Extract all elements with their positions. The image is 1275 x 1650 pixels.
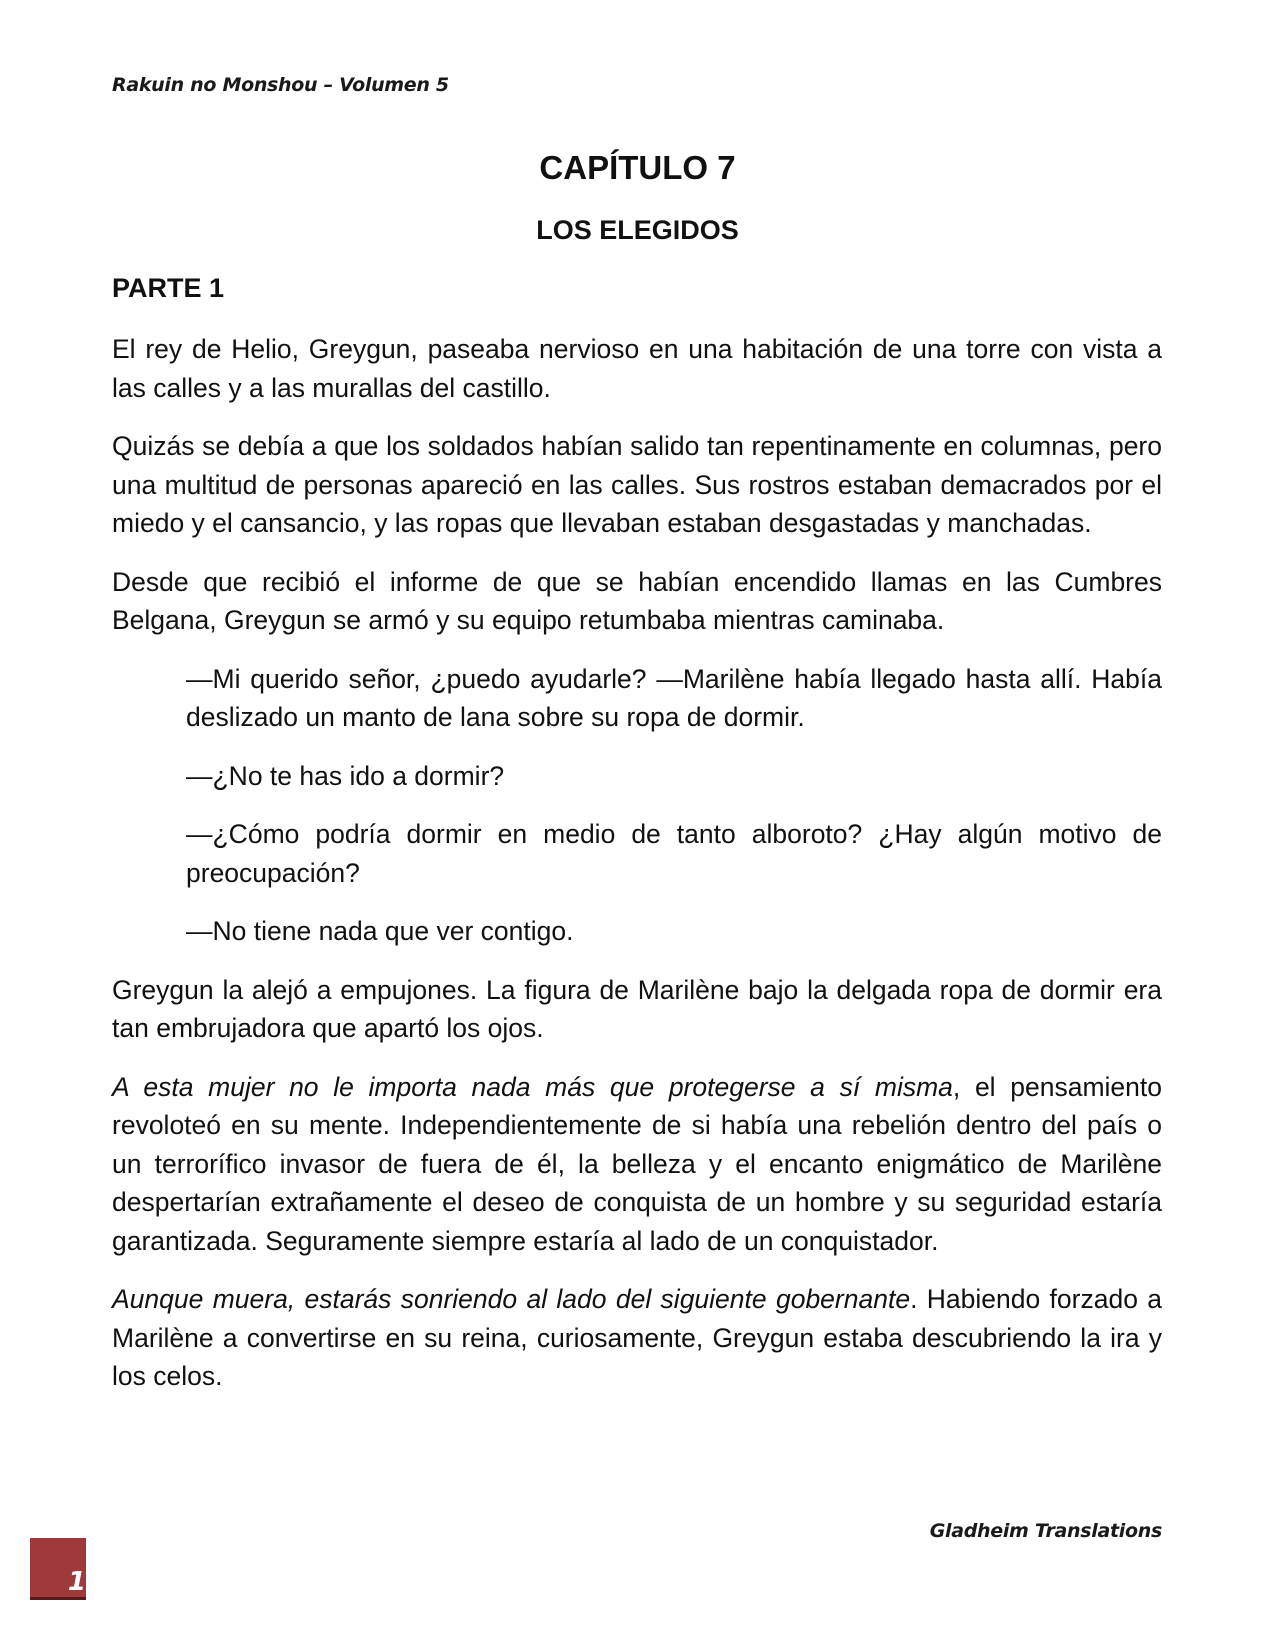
dialog-line-1: —Mi querido señor, ¿puedo ayudarle? —Marilène había llegado hasta allí. Había deslizado un manto de lana sobre su ropa de dormir. [186, 663, 1162, 732]
part-title: PARTE 1 [112, 273, 225, 303]
paragraph-6-text: . Habiendo forzado a Marilène a convertirse en su reina, curiosamente, Greygun estaba descubriendo la ira y los celos. [112, 1284, 1163, 1391]
body-text [112, 330, 1162, 1416]
chapter-subtitle: LOS ELEGIDOS [536, 215, 739, 245]
chapter-title: CAPÍTULO 7 [539, 149, 736, 186]
page-number: 1 [67, 1567, 86, 1597]
dialog-line-3: —¿Cómo podría dormir en medio de tanto alboroto? ¿Hay algún motivo de preocupación? [186, 819, 1162, 888]
page-number-tab [30, 1538, 86, 1600]
dialog-line-2: —¿No te has ido a dormir? [186, 760, 505, 791]
paragraph-1: El rey de Helio, Greygun, paseaba nervioso en una habitación de una torre con vista a las calles y a las murallas del castillo. [112, 334, 1162, 403]
paragraph-5-text: , el pensamiento revoloteó en su mente. Independientemente de si había una rebelión dentro del país o un terrorífico invasor de fuera de él, la belleza y el encanto enigmático de Marilène despertarían extrañamente el deseo de conquista de un hombre y su seguridad estaría garantizada. Seguramente siempre estaría al lado de un conquistador. [112, 1071, 1162, 1256]
paragraph-5-italic: A esta mujer no le importa nada más que protegerse a sí misma [112, 1071, 953, 1102]
footer-credit: Gladheim Translations [929, 1520, 1162, 1542]
paragraph-6 [112, 1280, 1162, 1396]
dialog-line-4: —No tiene nada que ver contigo. [186, 916, 574, 946]
paragraph-5 [112, 1068, 1162, 1261]
paragraph-4: Greygun la alejó a empujones. La figura de Marilène bajo la delgada ropa de dormir era tan embrujadora que apartó los ojos. [112, 974, 1162, 1043]
paragraph-6-italic: Aunque muera, estarás sonriendo al lado del siguiente gobernante [112, 1284, 911, 1314]
paragraph-3: Desde que recibió el informe de que se habían encendido llamas en las Cumbres Belgana, Greygun se armó y su equipo retumbaba mientras caminaba. [112, 566, 1162, 635]
paragraph-2: Quizás se debía a que los soldados habían salido tan repentinamente en columnas, pero una multitud de personas apareció en las calles. Sus rostros estaban demacrados por el miedo y el cansancio, y las ropas que llevaban estaban desgastadas y manchadas. [112, 431, 1162, 538]
running-header: Rakuin no Monshou – Volumen 5 [112, 74, 449, 96]
